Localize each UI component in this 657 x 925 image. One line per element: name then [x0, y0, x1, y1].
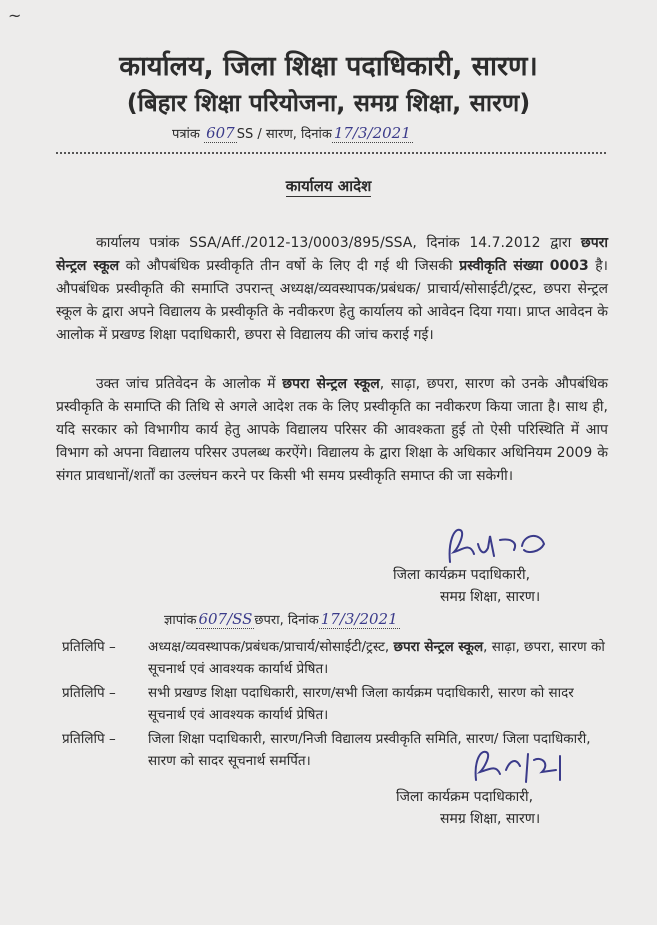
order-title: कार्यालय आदेश	[285, 177, 372, 195]
copy-label: प्रतिलिपि –	[62, 731, 116, 747]
reference-suffix: SS / सारण, दिनांक	[236, 127, 332, 142]
reference-number: 607	[206, 124, 235, 142]
reference-line	[172, 124, 413, 143]
signatory-office-2: समग्र शिक्षा, सारण।	[440, 811, 541, 827]
corner-mark: ~	[8, 6, 22, 25]
copy-label: प्रतिलिपि –	[62, 685, 116, 701]
school-name: छपरा सेन्ट्रल स्कूल	[393, 639, 484, 655]
signature-1	[444, 522, 554, 570]
school-name: छपरा सेन्ट्रल स्कूल	[282, 376, 380, 392]
office-header: कार्यालय, जिला शिक्षा पदाधिकारी, सारण।	[119, 51, 538, 82]
paragraph-1: कार्यालय पत्रांक SSA/Aff./2012-13/0003/895/SSA, दिनांक 14.7.2012 द्वारा छपरा सेन्ट्रल स्कूल को औपबंधिक प्रस्वीकृति तीन वर्षो के लिए दी गई थी जिसकी प्रस्वीकृति संख्या 0003 है। औपबंधिक प्रस्वीकृति की समाप्ति उपरान्त् अध्यक्ष/व्यवस्थापक/प्रबंधक/ प्राचार्य/सोसाईटी/ट्रस्ट, छपरा सेन्ट्रल स्कूल के द्वारा अपने विद्यालय के प्रस्वीकृति के नवीकरण हेतु कार्यालय को आवेदन दिया गया। प्राप्त आवेदन के आलोक में प्रखण्ड शिक्षा पदाधिकारी, छपरा से विद्यालय की जांच कराई गई।	[56, 235, 608, 343]
memo-date: 17/3/2021	[320, 610, 398, 628]
reference-label: पत्रांक	[172, 127, 200, 142]
memo-label: ज्ञापांक	[164, 613, 197, 628]
paragraph-2: उक्त जांच प्रतिवेदन के आलोक में छपरा सेन्ट्रल स्कूल, साढ़ा, छपरा, सारण को उनके औपबंधिक प्रस्वीकृति के समाप्ति की तिथि से अगले आदेश तक के लिए प्रस्वीकृति का नवीकरण किया जाता है। साथ ही, यदि सरकार को विभागीय कार्य हेतु आपके विद्यालय परिसर की आवश्कता हुई तो ऐसी परिस्थिति में आप विभाग को अपना विद्यालय परिसर उपलब्ध करऐंगे। विद्यालय के द्वारा शिक्षा के अधिकार अधिनियम 2009 के संगत प्रावधानों/शर्तों का उल्लंघन करने पर किसी भी समय प्रस्वीकृति समाप्त की जा सकेगी।	[56, 376, 608, 484]
signatory-title: जिला कार्यक्रम पदाधिकारी,	[393, 567, 531, 583]
reference-date: 17/3/2021	[333, 124, 411, 142]
signatory-title-2: जिला कार्यक्रम पदाधिकारी,	[396, 789, 534, 805]
copy-label: प्रतिलिपि –	[62, 639, 116, 655]
memo-number: 607/SS	[198, 610, 253, 628]
office-subheader: (बिहार शिक्षा परियोजना, समग्र शिक्षा, सारण)	[126, 89, 531, 117]
divider	[56, 152, 606, 154]
school-name: छपरा सेन्ट्रल स्कूल	[56, 235, 608, 274]
document-page: ~ कार्यालय, जिला शिक्षा पदाधिकारी, सारण। (बिहार शिक्षा परियोजना, समग्र शिक्षा, सारण) पत्रांक 607 SS / सारण, दिनांक 17/3/2021 कार्यालय आदेश कार्यालय पत्रांक SSA/Aff./2012-13/0003/895/SSA, दिनांक 14.7.2012 द्वारा छपरा सेन्ट्रल स्कूल को औपबंधिक प्रस्वीकृति तीन वर्षो के लिए दी गई थी जिसकी प्रस्वीकृति संख्या 0003 है। औपबंधिक प्रस्वीकृति की समाप्ति उपरान्त् अध्यक्ष/व्यवस्थापक/प्रबंधक/ प्राचार्य/सोसाईटी/ट्रस्ट, छपरा सेन्ट्रल स्कूल के द्वारा अपने विद्यालय के प्रस्वीकृति के नवीकरण हेतु कार्यालय को आवेदन दिया गया। प्राप्त आवेदन के आलोक में प्रखण्ड शिक्षा पदाधिकारी, छपरा से विद्यालय की जांच कराई गई। उक्त जांच प्रतिवेदन के आलोक में छपरा सेन्ट्रल स्कूल, साढ़ा, छपरा, सारण को उनके औपबंधिक प्रस्वीकृति के समाप्ति की तिथि से अगले आदेश तक के लिए प्रस्वीकृति का नवीकरण किया जाता है। साथ ही, यदि सरकार को विभागीय कार्य हेतु आपके विद्यालय परिसर की आवश्कता हुई तो ऐसी परिस्थिति में आप विभाग को अपना विद्यालय परिसर उपलब्ध करऐंगे। विद्यालय के द्वारा शिक्षा के अधिकार अधिनियम 2009 के संगत प्रावधानों/शर्तों का उल्लंघन करने पर किसी भी समय प्रस्वीकृति समाप्त की जा सकेगी। जिला कार्यक्रम पदाधिकारी, समग्र शिक्षा, सारण। ज्ञापांक 607/SS छपरा, दिनांक 17/3/2021 प्रतिलिपि – अध्यक्ष/व्यवस्थापक/प्रबंधक/प्राचार्य/सोसाईटी/ट्रस्ट, छपरा सेन्ट्रल स्कूल, साढ़ा, छपरा, सारण को सूचनार्थ एवं आवश्यक कार्यार्थ प्रेषित। प्रतिलिपि – सभी प्रखण्ड शिक्षा पदाधिकारी, सारण/सभी जिला कार्यक्रम पदाधिकारी, सारण को सादर सूचनार्थ एवं आवश्यक कार्यार्थ प्रेषित। प्रतिलिपि – जिला शिक्षा पदाधिकारी, सारण/निजी विद्यालय प्रस्वीकृति समिति, सारण/ जिला पदाधिकारी, सारण को सादर सूचनार्थ समर्पित। जिला कार्यक्रम पदाधिकारी, समग्र शिक्षा, सारण।	[0, 0, 657, 925]
recognition-number: प्रस्वीकृति संख्या 0003	[459, 258, 589, 274]
signatory-office: समग्र शिक्षा, सारण।	[440, 589, 541, 605]
memo-line	[164, 610, 400, 629]
signature-2	[470, 746, 570, 788]
memo-suffix: छपरा, दिनांक	[254, 613, 319, 628]
